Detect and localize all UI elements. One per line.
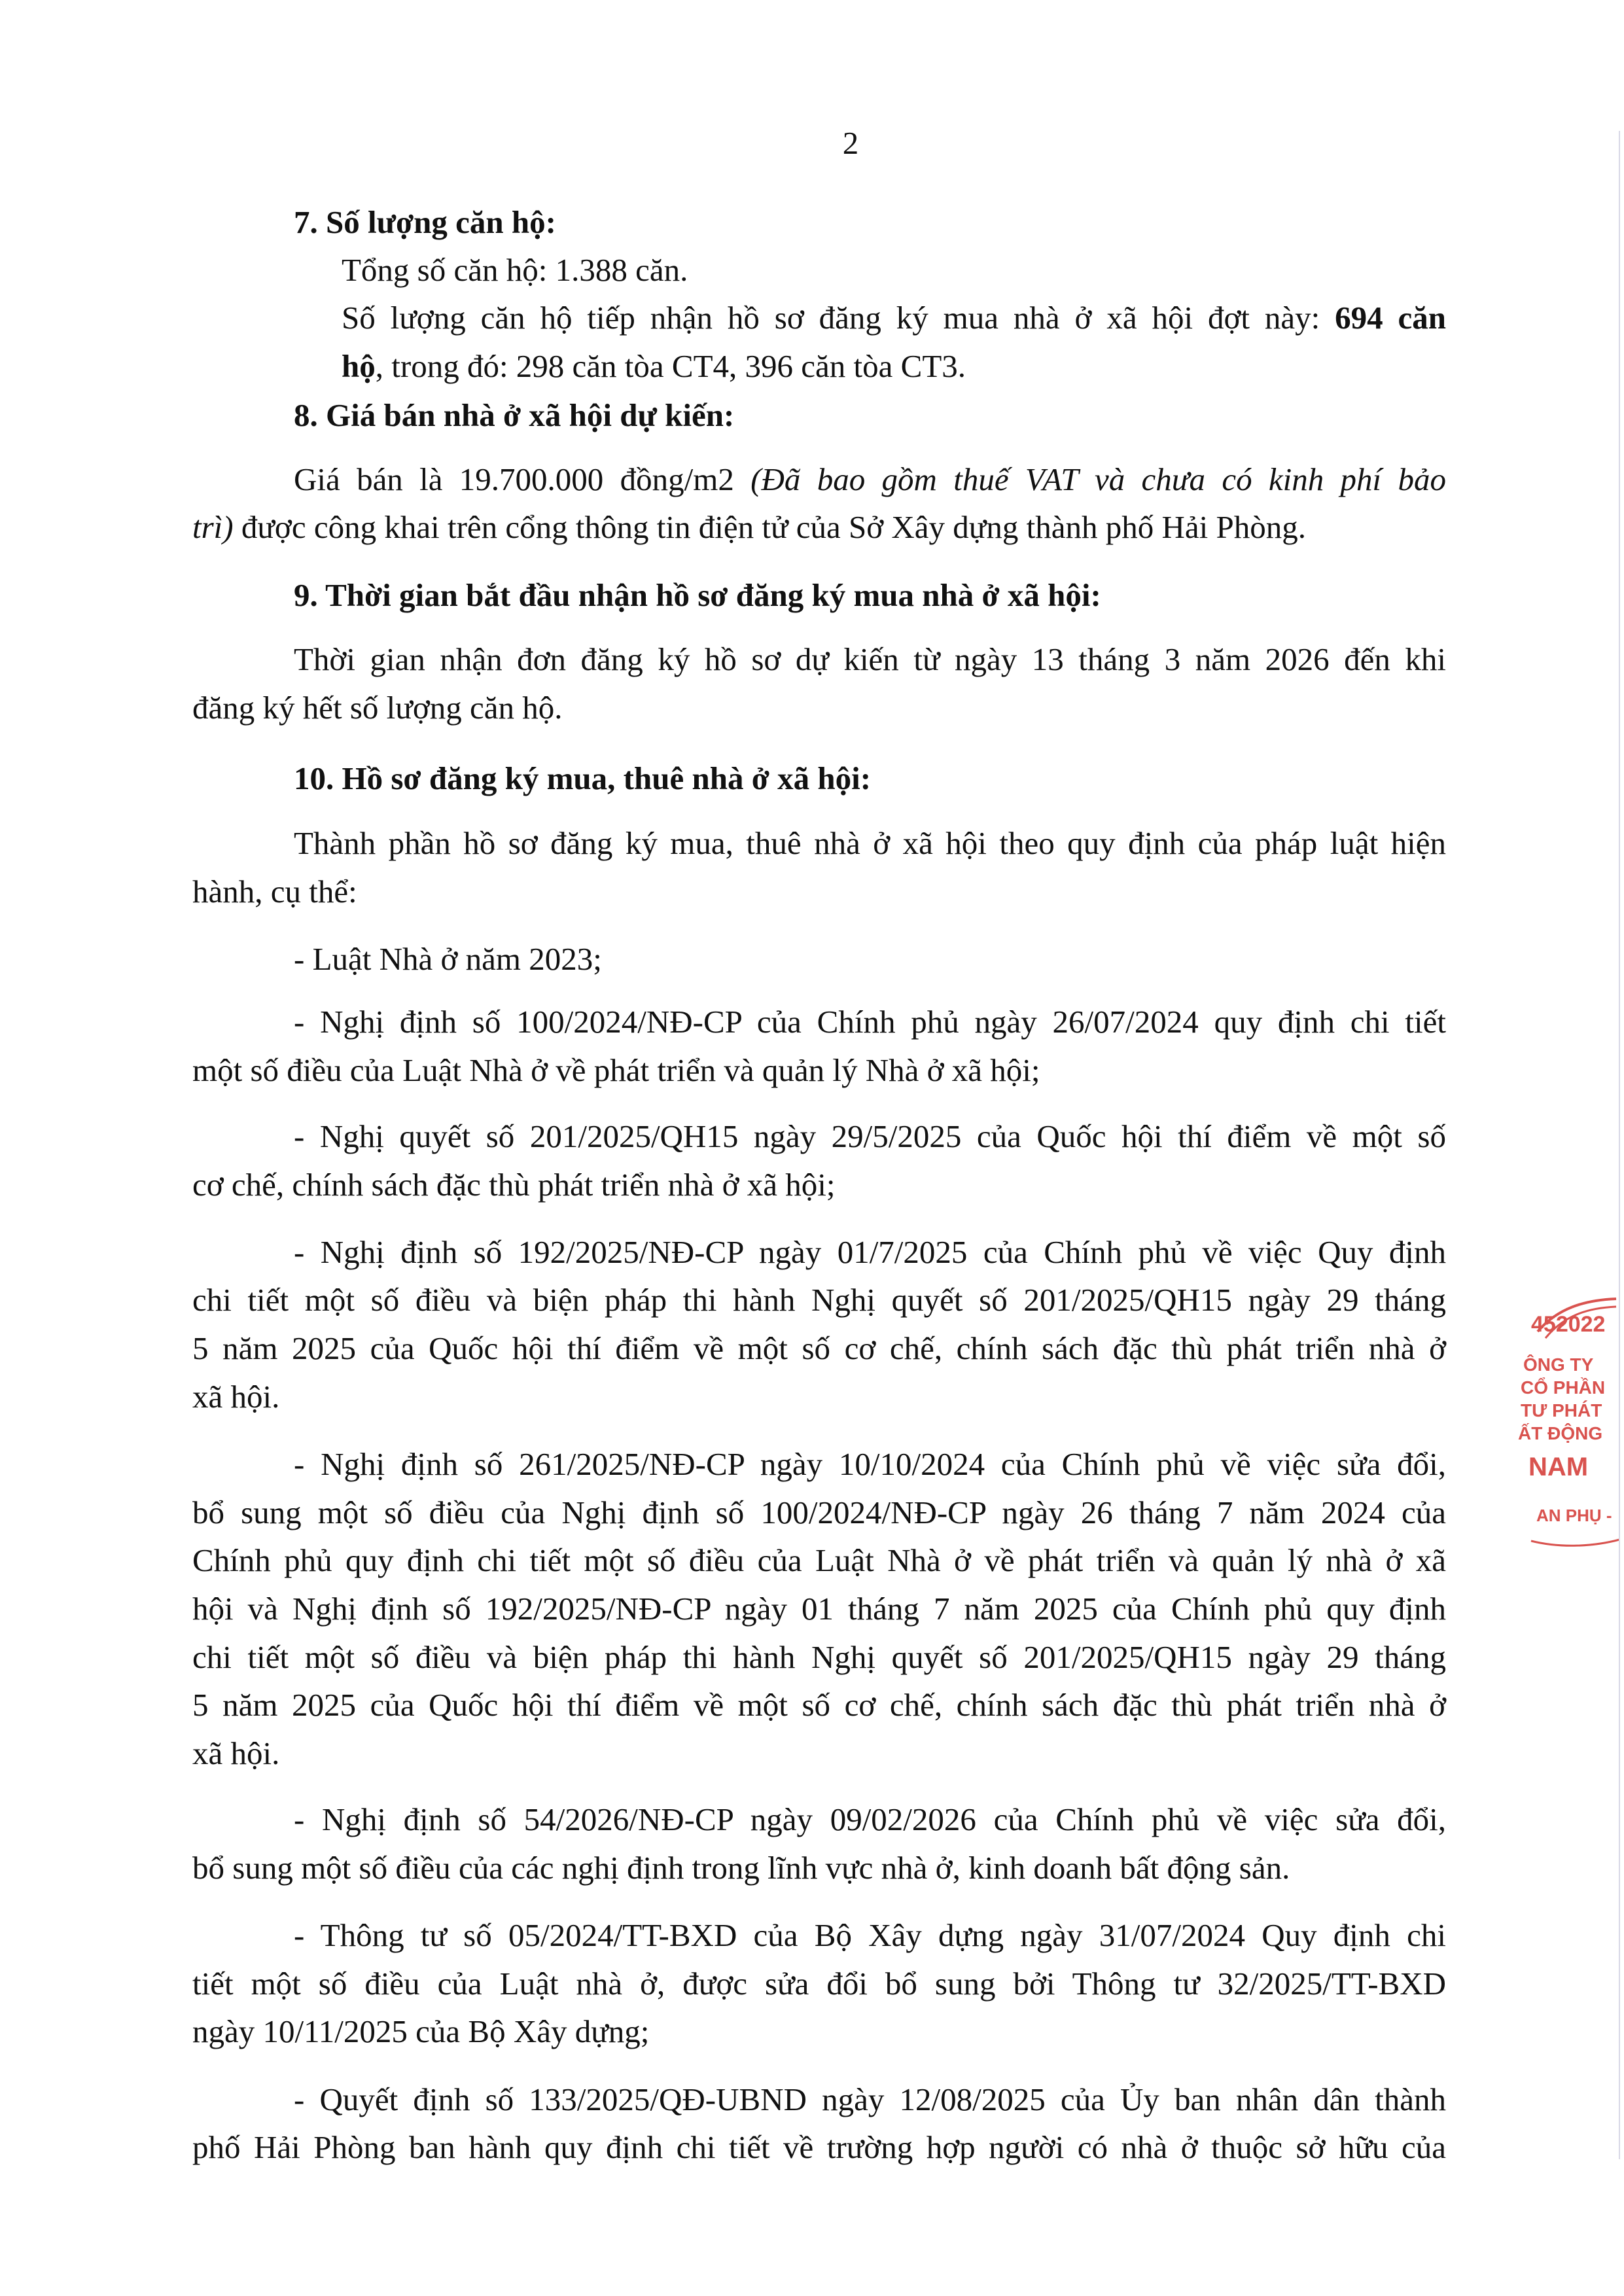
section-8-heading: 8. Giá bán nhà ở xã hội dự kiến: [294, 397, 735, 433]
price-line-2: trì) được công khai trên cổng thông tin điện tử của Sở Xây dựng thành phố Hải Phòng. [192, 509, 1306, 545]
legal-item-cont: xã hội. [192, 1379, 280, 1415]
legal-item: - Nghị quyết số 201/2025/QH15 ngày 29/5/2025 của Quốc hội thí điểm về một số [294, 1118, 1446, 1154]
legal-item-cont: tiết một số điều của Luật nhà ở, được sửa đổi bổ sung bởi Thông tư 32/2025/TT-BXD [192, 1966, 1446, 2002]
section-7-heading: 7. Số lượng căn hộ: [294, 204, 556, 240]
legal-item-cont: chi tiết một số điều và biện pháp thi hành Nghị quyết số 201/2025/QH15 ngày 29 tháng [192, 1639, 1446, 1675]
legal-item: - Luật Nhà ở năm 2023; [294, 941, 602, 977]
price-line-1: Giá bán là 19.700.000 đồng/m2 (Đã bao gồm thuế VAT và chưa có kinh phí bảo [294, 461, 1446, 497]
legal-item-cont: ngày 10/11/2025 của Bộ Xây dựng; [192, 2013, 650, 2049]
legal-item: - Nghị định số 100/2024/NĐ-CP của Chính phủ ngày 26/07/2024 quy định chi tiết [294, 1004, 1446, 1040]
intake-line-1: Số lượng căn hộ tiếp nhận hồ sơ đăng ký mua nhà ở xã hội đợt này: 694 căn [342, 300, 1447, 336]
seal-text: CỔ PHẦN [1521, 1377, 1606, 1398]
legal-item-cont: cơ chế, chính sách đặc thù phát triển nhà ở xã hội; [192, 1167, 836, 1203]
legal-item: - Nghị định số 261/2025/NĐ-CP ngày 10/10/2024 của Chính phủ về việc sửa đổi, [294, 1446, 1446, 1482]
legal-item-cont: bổ sung một số điều của các nghị định trong lĩnh vực nhà ở, kinh doanh bất động sản. [192, 1850, 1290, 1886]
legal-item: - Thông tư số 05/2024/TT-BXD của Bộ Xây dựng ngày 31/07/2024 Quy định chi [294, 1917, 1446, 1953]
seal-text: TƯ PHÁT [1521, 1400, 1602, 1421]
seal-text: AN PHỤ - [1536, 1506, 1612, 1525]
dossier-intro-2: hành, cụ thể: [192, 874, 357, 910]
legal-item: - Nghị định số 192/2025/NĐ-CP ngày 01/7/2025 của Chính phủ về việc Quy định [294, 1234, 1446, 1270]
seal-text: NAM [1528, 1453, 1589, 1481]
dossier-intro-1: Thành phần hồ sơ đăng ký mua, thuê nhà ở xã hội theo quy định của pháp luật hiện [294, 825, 1446, 861]
legal-item-cont: 5 năm 2025 của Quốc hội thí điểm về một số cơ chế, chính sách đặc thù phát triển nhà ở [192, 1687, 1446, 1723]
section-10-heading: 10. Hồ sơ đăng ký mua, thuê nhà ở xã hội: [294, 760, 872, 796]
seal-text: ÔNG TY [1523, 1354, 1594, 1375]
legal-item-cont: hội và Nghị định số 192/2025/NĐ-CP ngày 01 tháng 7 năm 2025 của Chính phủ quy định [192, 1591, 1446, 1627]
seal-text: ẤT ĐỘNG [1518, 1423, 1603, 1443]
section-9-heading: 9. Thời gian bắt đầu nhận hồ sơ đăng ký mua nhà ở xã hội: [294, 577, 1101, 613]
legal-item: - Quyết định số 133/2025/QĐ-UBND ngày 12/08/2025 của Ủy ban nhân dân thành [294, 2081, 1446, 2117]
total-apartments: Tổng số căn hộ: 1.388 căn. [342, 252, 688, 288]
legal-item-cont: một số điều của Luật Nhà ở về phát triển và quản lý Nhà ở xã hội; [192, 1052, 1040, 1088]
time-line-1: Thời gian nhận đơn đăng ký hồ sơ dự kiến từ ngày 13 tháng 3 năm 2026 đến khi [294, 641, 1446, 677]
legal-item: - Nghị định số 54/2026/NĐ-CP ngày 09/02/2026 của Chính phủ về việc sửa đổi, [294, 1801, 1446, 1837]
legal-item-cont: phố Hải Phòng ban hành quy định chi tiết về trường hợp người có nhà ở thuộc sở hữu của [192, 2129, 1446, 2165]
legal-item-cont: Chính phủ quy định chi tiết một số điều của Luật Nhà ở về phát triển và quản lý nhà ở xã [192, 1542, 1446, 1578]
legal-item-cont: chi tiết một số điều và biện pháp thi hành Nghị quyết số 201/2025/QH15 ngày 29 tháng [192, 1282, 1446, 1318]
intake-line-2: hộ, trong đó: 298 căn tòa CT4, 396 căn tòa CT3. [342, 348, 966, 384]
legal-item-cont: 5 năm 2025 của Quốc hội thí điểm về một số cơ chế, chính sách đặc thù phát triển nhà ở [192, 1330, 1446, 1366]
page-number: 2 [842, 125, 859, 161]
company-seal [1505, 1292, 1624, 1593]
legal-item-cont: bổ sung một số điều của Nghị định số 100/2024/NĐ-CP ngày 26 tháng 7 năm 2024 của [192, 1494, 1446, 1530]
time-line-2: đăng ký hết số lượng căn hộ. [192, 690, 563, 726]
legal-item-cont: xã hội. [192, 1735, 280, 1771]
seal-text: 452022 [1531, 1312, 1606, 1337]
scan-edge [1619, 131, 1620, 2159]
